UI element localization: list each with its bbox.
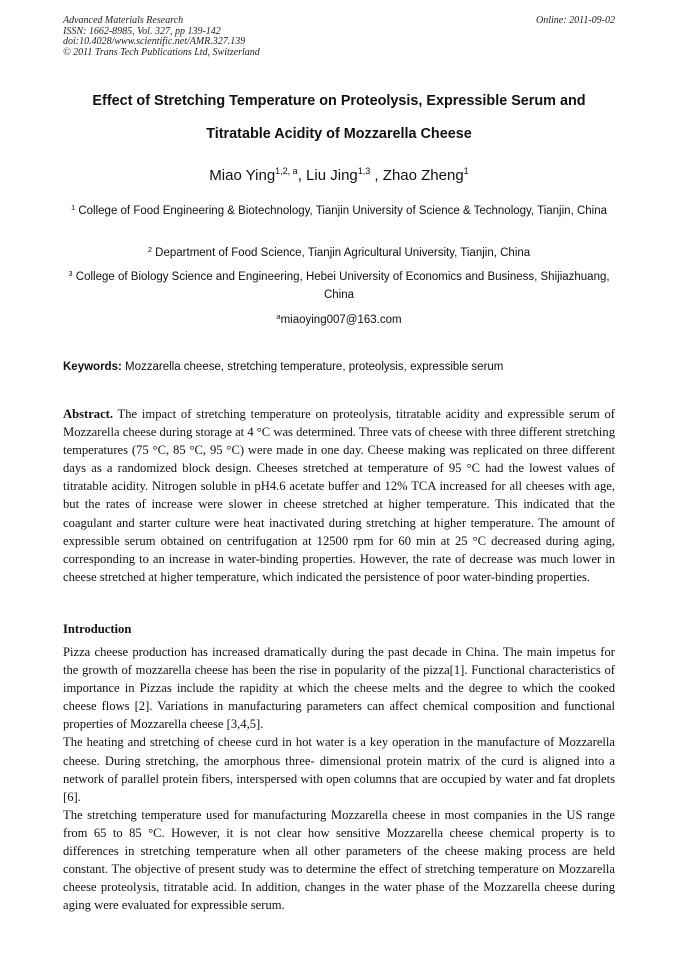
introduction-body (63, 643, 615, 914)
author-name: Liu Jing (306, 167, 358, 184)
keywords-label: Keywords: (63, 361, 122, 373)
journal-name: Advanced Materials Research (63, 15, 184, 26)
paper-title-line-2: Titratable Acidity of Mozzarella Cheese (206, 126, 472, 142)
affiliation-text: College of Food Engineering & Biotechnology, Tianjin University of Science & Technology, Tianjin, China (75, 205, 608, 217)
author-separator: , (297, 167, 307, 184)
author-affiliation-sup: 1,3 (357, 166, 371, 176)
email-address: miaoying007@163.com (280, 314, 402, 326)
copyright-line: © 2011 Trans Tech Publications Ltd, Switzerland (63, 46, 260, 58)
author-list (30, 167, 648, 184)
author-name: Miao Ying (209, 167, 276, 184)
abstract-text: The impact of stretching temperature on proteolysis, titratable acidity and expressible serum of Mozzarella cheese during storage at 4 °C was determined. Three vats of cheese with three different stretching temperatures (75 °C, 85 °C, 95 °C) were made in one day. Cheese making was replicated on three different days as a randomized block design. Cheeses stretched at temperature of 95 °C had the lowest values of titratable acidity. Nitrogen soluble in pH4.6 acetate buffer and 12% TCA increased for all cheeses with age, but the rates of increase were slower in cheese stretched at higher temperature. This indicated that the coagulant and starter culture were heat inactivated during stretching at higher temperature. The amount of expressible serum obtained on centrifugation at 12500 rpm for 60 min at 25 °C decreased during aging, corresponding to an increase in water-binding properties. However, the rate of decrease was much lower in cheese stretched at higher temperature, which indicated the persistence of poor water-binding properties. (63, 407, 615, 584)
issn-line: ISSN: 1662-8985, Vol. 327, pp 139-142 (63, 25, 221, 37)
author-affiliation-sup: 1 (463, 166, 469, 176)
email-sup: a (276, 312, 281, 321)
author-separator: , (370, 167, 383, 184)
journal-header (63, 16, 615, 58)
affiliation-number: 2 (147, 245, 152, 254)
affiliation-text: Department of Food Science, Tianjin Agricultural University, Tianjin, China (151, 247, 531, 259)
affiliation-number: 1 (70, 203, 76, 212)
doi-line: doi:10.4028/www.scientific.net/AMR.327.139 (63, 36, 246, 47)
introduction-paragraph: The heating and stretching of cheese curd in hot water is a key operation in the manufacture of Mozzarella cheese. During stretching, the amorphous three- dimensional protein matrix of the curd is aligned into a network of parallel protein fibers, interspersed with open columns that are occupied by water and fat droplets [6]. (63, 735, 615, 804)
abstract-label: Abstract. (63, 407, 114, 421)
affiliation-2 (63, 244, 615, 262)
author-email (63, 311, 615, 329)
affiliation-3 (63, 268, 615, 304)
keywords (63, 361, 615, 373)
abstract (63, 405, 615, 586)
introduction-paragraph: The stretching temperature used for manufacturing Mozzarella cheese in most companies in the US range from 65 to 85 °C. However, it is not clear how sensitive Mozzarella cheese chemical property is to differences in stretching temperature when all other parameters of the cheese making process are held constant. The objective of present study was to determine the effect of stretching temperature on Mozzarella cheese proteolysis, titratable acid. In addition, changes in the water phase of the Mozzarella cheese during aging were evaluated for expressible serum. (63, 807, 615, 913)
author-affiliation-sup: 1,2, a (275, 166, 298, 176)
introduction-paragraph: Pizza cheese production has increased dramatically during the past decade in China. The main impetus for the growth of mozzarella cheese has been the rise in popularity of the pizza[1]. Functional characteristics of importance in Pizzas include the rapidity at which the cheese melts and the degree to which the cooked cheese flows [2]. Variations in manufacturing parameters can affect chemical composition and functional properties of Mozzarella cheese [3,4,5]. (63, 645, 615, 732)
author-name: Zhao Zheng (382, 167, 464, 184)
affiliation-text: College of Biology Science and Engineering, Hebei University of Economics and Business, Shijiazhuang, China (72, 271, 610, 301)
paper-title-line-1: Effect of Stretching Temperature on Proteolysis, Expressible Serum and (92, 93, 586, 109)
section-heading-introduction: Introduction (63, 622, 132, 636)
affiliation-number: 3 (68, 269, 73, 278)
affiliation-1 (63, 202, 615, 220)
online-date: Online: 2011-09-02 (536, 15, 615, 26)
keywords-text: Mozzarella cheese, stretching temperature, proteolysis, expressible serum (121, 361, 504, 373)
